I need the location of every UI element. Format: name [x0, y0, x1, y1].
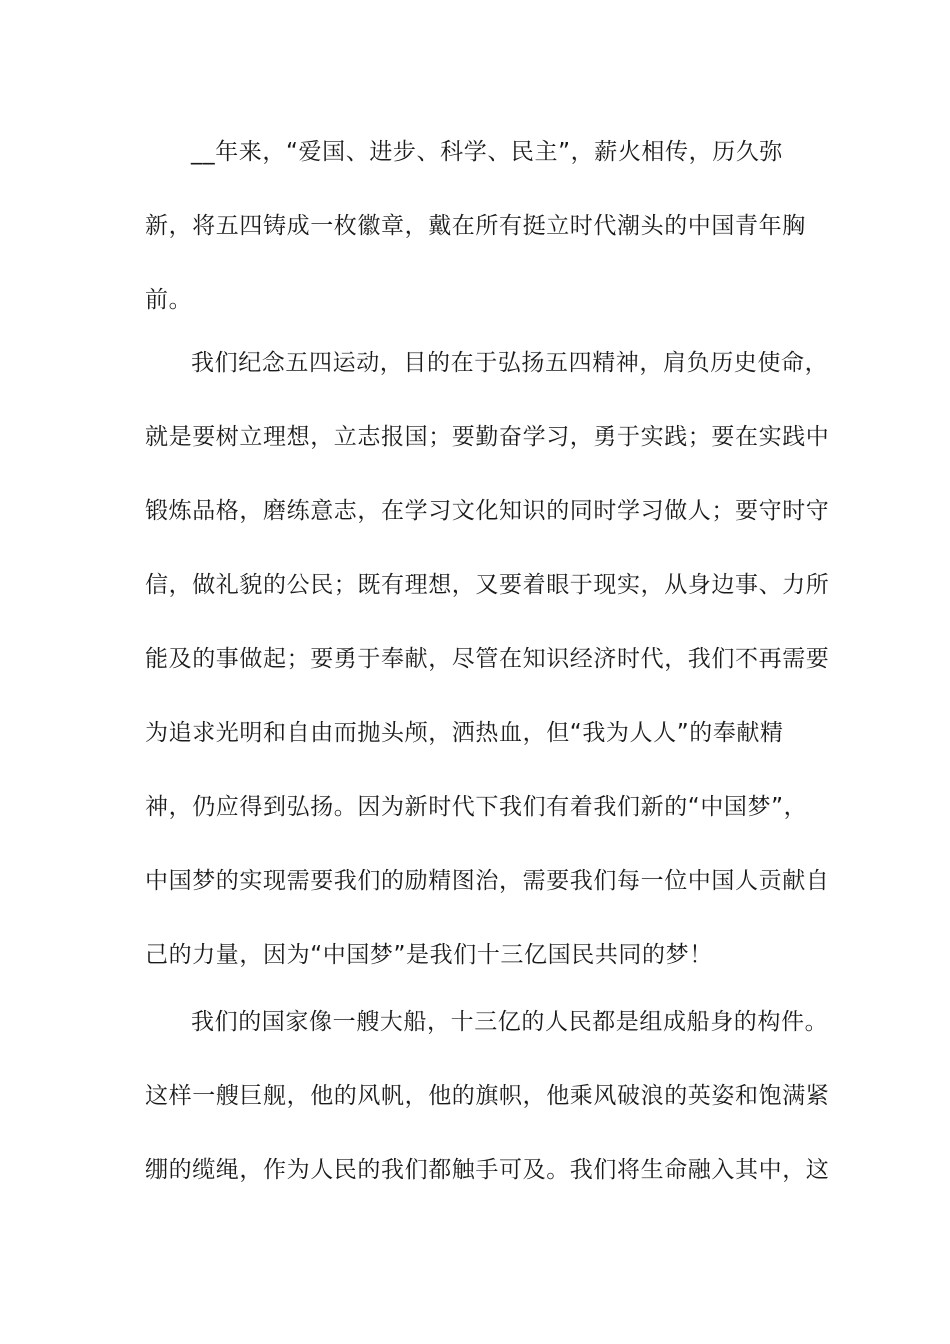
- text-line: 绷的缆绳，作为人民的我们都触手可及。我们将生命融入其中，这: [145, 1157, 830, 1183]
- text-line: 我们的国家像一艘大船，十三亿的人民都是组成船身的构件。: [191, 1009, 829, 1035]
- text-line: 中国梦的实现需要我们的励精图治，需要我们每一位中国人贡献自: [145, 868, 830, 894]
- text-line: 就是要树立理想，立志报国；要勤奋学习，勇于实践；要在实践中: [145, 424, 830, 450]
- text-line: 新，将五四铸成一枚徽章，戴在所有挺立时代潮头的中国青年胸: [145, 213, 806, 239]
- text-line: 能及的事做起；要勇于奉献，尽管在知识经济时代，我们不再需要: [145, 646, 830, 672]
- text-line: 神，仍应得到弘扬。因为新时代下我们有着我们新的“中国梦”，: [145, 794, 808, 820]
- text-line: 我们纪念五四运动，目的在于弘扬五四精神，肩负历史使命，: [191, 350, 829, 376]
- text-line: 这样一艘巨舰，他的风帆，他的旗帜，他乘风破浪的英姿和饱满紧: [145, 1083, 830, 1109]
- text-line: 为追求光明和自由而抛头颅，洒热血，但“我为人人”的奉献精: [145, 720, 784, 746]
- text-line: 信，做礼貌的公民；既有理想，又要着眼于现实，从身边事、力所: [145, 572, 830, 598]
- text-line: __年来，“爱国、进步、科学、民主”，薪火相传，历久弥: [191, 139, 784, 165]
- text-line: 前。: [145, 287, 193, 313]
- text-line: 锻炼品格，磨练意志，在学习文化知识的同时学习做人；要守时守: [145, 498, 830, 524]
- text-line: 己的力量，因为“中国梦”是我们十三亿国民共同的梦！: [145, 942, 713, 968]
